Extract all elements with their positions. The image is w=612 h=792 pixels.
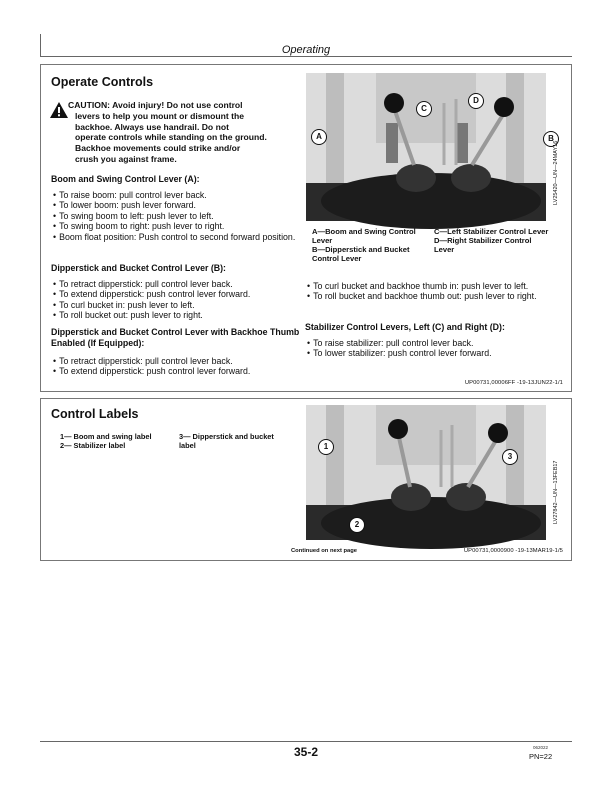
callout-1: 1 — [318, 439, 334, 455]
callout-b: B — [543, 131, 559, 147]
list-item: • Boom float position: Push control to second forward position. — [51, 232, 301, 242]
reference-code-1: UP00731,00006FF -19-13JUN22-1/1 — [464, 380, 563, 386]
warning-icon — [49, 101, 69, 119]
list-item: • To extend dipperstick: push control lever forward. — [51, 289, 301, 299]
figure-id-2: LV27842—UN—13FEB17 — [553, 460, 559, 524]
list-item: • To extend dipperstick: push control lever forward. — [51, 366, 301, 376]
dipper-lever-list — [51, 279, 301, 321]
section-title: Operating — [281, 44, 331, 56]
labels-photo — [306, 405, 546, 540]
list-item: • To roll bucket out: push lever to right. — [51, 310, 301, 320]
legend-b: B—Dipperstick and Bucket Control Lever — [312, 245, 410, 263]
caution-text — [68, 100, 304, 165]
stabilizer-list — [305, 338, 560, 359]
thumb-lever-heading: Dipperstick and Bucket Control Lever with Backhoe Thumb Enabled (If Equipped): — [51, 327, 300, 348]
boom-lever-heading: Boom and Swing Control Lever (A): — [51, 174, 200, 184]
list-item: • To swing boom to right: push lever to right. — [51, 221, 301, 231]
caution-line: levers to help you mount or dismount the — [75, 110, 245, 121]
footer-pn: PN=22 — [529, 752, 553, 761]
footer-code: 062022 — [533, 745, 549, 750]
list-item: • To raise boom: pull control lever back. — [51, 190, 301, 200]
continued-note: Continued on next page — [291, 548, 358, 554]
legend-d: D—Right Stabilizer Control Lever — [434, 236, 532, 254]
callout-a: A — [311, 129, 327, 145]
dipper-lever-heading: Dipperstick and Bucket Control Lever (B): — [51, 263, 226, 273]
thumb-right-list — [305, 281, 560, 302]
stabilizer-heading: Stabilizer Control Levers, Left (C) and Right (D): — [305, 322, 505, 332]
footer-rule — [40, 741, 572, 742]
caution-line: CAUTION: Avoid injury! Do not use control — [68, 100, 243, 110]
page-number: 35-2 — [293, 745, 319, 759]
labels-photo-illustration — [306, 405, 546, 540]
boom-lever-list — [51, 190, 301, 242]
control-labels-title: Control Labels — [51, 407, 139, 421]
list-item: • To swing boom to left: push lever to left. — [51, 211, 301, 221]
controls-photo — [306, 73, 554, 221]
caution-line: Backhoe movements could strike and/or — [75, 143, 241, 154]
list-item: • To raise stabilizer: pull control lever back. — [305, 338, 560, 348]
caution-line: operate controls while standing on the ground. — [75, 132, 267, 143]
callout-d: D — [468, 93, 484, 109]
list-item: • To curl bucket and backhoe thumb in: push lever to left. — [305, 281, 560, 291]
operate-controls-section — [40, 64, 572, 392]
label-legend-2: 2— Stabilizer label — [60, 441, 126, 450]
label-legend-3: 3— Dipperstick and bucket label — [179, 432, 274, 450]
list-item: • To retract dipperstick: pull control lever back. — [51, 356, 301, 366]
label-legend-1: 1— Boom and swing label — [60, 432, 152, 441]
figure-id-1: LV25420—UN—24MAY16 — [553, 140, 559, 205]
list-item: • To retract dipperstick: pull control lever back. — [51, 279, 301, 289]
callout-3: 3 — [502, 449, 518, 465]
list-item: • To roll bucket and backhoe thumb out: push lever to right. — [305, 291, 560, 301]
callout-2: 2 — [349, 517, 365, 533]
callout-c: C — [416, 101, 432, 117]
header-rule — [40, 56, 572, 57]
list-item: • To lower boom: push lever forward. — [51, 200, 301, 210]
controls-photo-illustration — [306, 73, 546, 221]
list-item: • To curl bucket in: push lever to left. — [51, 300, 301, 310]
reference-code-2: UP00731,0000900 -19-13MAR19-1/5 — [463, 548, 563, 554]
list-item: • To lower stabilizer: push control lever forward. — [305, 348, 560, 358]
caution-line: crush you against frame. — [75, 153, 177, 164]
legend-c: C—Left Stabilizer Control Lever — [434, 227, 549, 236]
control-labels-section — [40, 398, 572, 561]
caution-line: backhoe. Always use handrail. Do not — [75, 121, 229, 132]
thumb-lever-list — [51, 356, 301, 377]
operate-controls-title: Operate Controls — [51, 75, 154, 89]
legend-a: A—Boom and Swing Control Lever — [312, 227, 416, 245]
